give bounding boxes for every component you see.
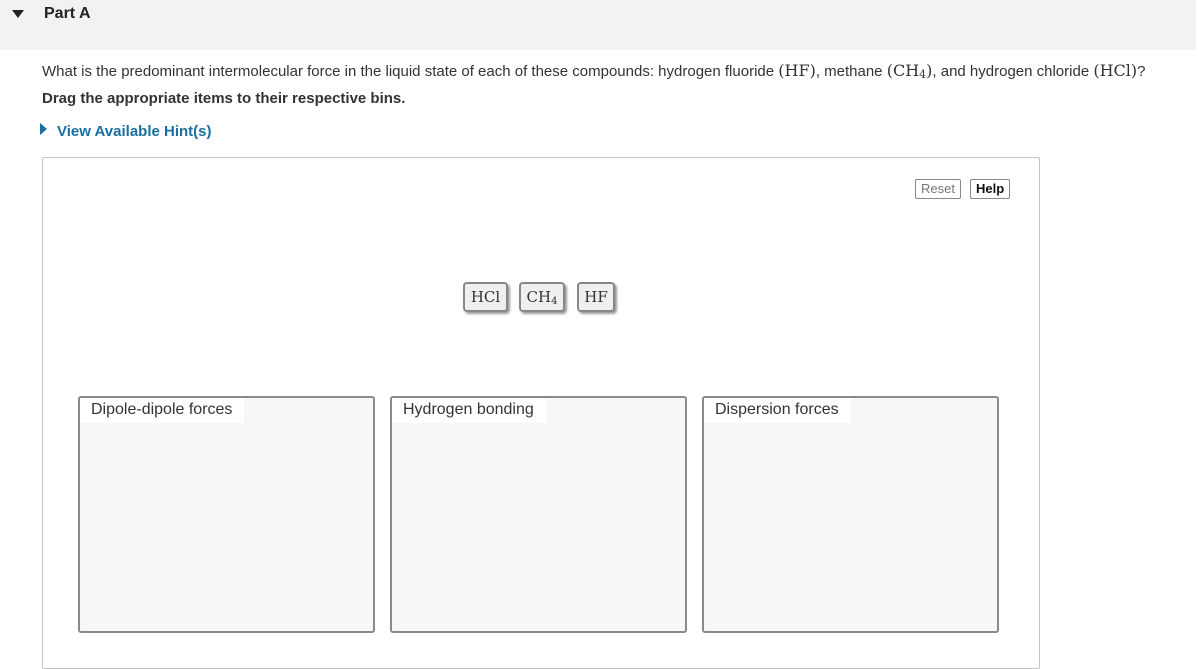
collapse-caret-icon[interactable]	[12, 10, 24, 18]
draggable-item-hf[interactable]: HF	[577, 282, 615, 312]
bin-dipole-dipole-forces[interactable]	[78, 396, 375, 633]
part-header[interactable]	[0, 0, 1196, 50]
bin-label: Dispersion forces	[704, 398, 851, 423]
instruction-text: Drag the appropriate items to their respective bins.	[42, 90, 406, 107]
draggable-item-hcl[interactable]: HCl	[463, 282, 508, 312]
formula-hf: (HF)	[778, 61, 816, 80]
formula-hcl: (HCl)	[1093, 61, 1138, 80]
view-hints-link[interactable]: View Available Hint(s)	[40, 123, 212, 140]
part-title: Part A	[44, 5, 91, 22]
bin-label: Dipole-dipole forces	[80, 398, 244, 423]
drag-drop-panel	[42, 157, 1040, 669]
question-text: What is the predominant intermolecular force in the liquid state of each of these compounds: hydrogen fluoride (HF), methane (CH4), and hydrogen chloride (HCl)?	[42, 61, 1146, 81]
bin-dispersion-forces[interactable]	[702, 396, 999, 633]
reset-button[interactable]: Reset	[915, 179, 961, 199]
expand-triangle-icon	[40, 123, 47, 135]
bin-label: Hydrogen bonding	[392, 398, 546, 423]
help-button[interactable]: Help	[970, 179, 1010, 199]
bin-hydrogen-bonding[interactable]	[390, 396, 687, 633]
formula-ch4: (CH4)	[886, 61, 933, 81]
draggable-item-ch4[interactable]: $CH_4$	[519, 282, 565, 312]
